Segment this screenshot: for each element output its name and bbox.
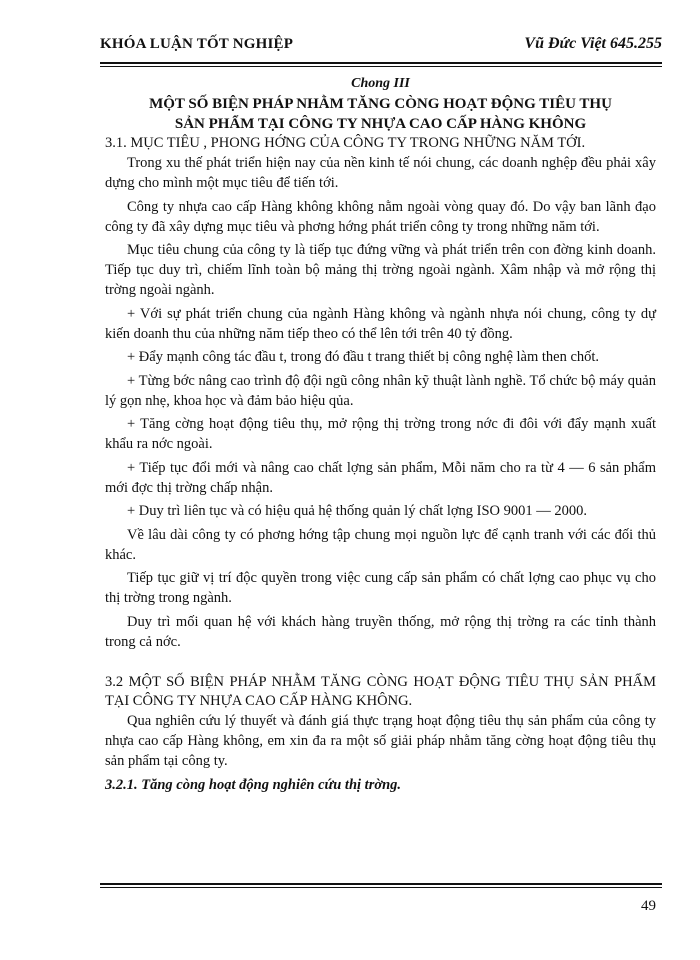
- section-heading-3-2: 3.2 MỘT SỐ BIỆN PHÁP NHẰM TĂNG CÒNG HOẠT ĐỘNG TIÊU THỤ SẢN PHẨM TẠI CÔNG TY NHỰA CAO CẤP HÀNG KHÔNG.: [105, 674, 656, 709]
- paragraph: Qua nghiên cứu lý thuyết và đánh giá thực trạng hoạt động tiêu thụ sản phẩm của công ty nhựa cao cấp Hàng không, em xin đa ra một số giải pháp nhằm tăng cờng hoạt động tiêu thụ sản phẩm tại công ty.: [105, 713, 656, 769]
- header-thesis-label: KHÓA LUẬN TỐT NGHIỆP: [100, 36, 294, 52]
- header-author: Vũ Đức Việt 645.255: [524, 35, 662, 52]
- subsection-heading-3-2-1: 3.2.1. Tăng còng hoạt động nghiên cứu thị trờng.: [105, 776, 402, 793]
- paragraph: Trong xu thế phát triển hiện nay của nền kinh tế nói chung, các doanh nghệp đều phải xây dựng cho mình một mục tiêu để tiến tới.: [105, 155, 656, 191]
- paragraph: + Đẩy mạnh công tác đầu t, trong đó đầu t trang thiết bị công nghệ làm then chốt.: [127, 349, 600, 365]
- paragraph: Mục tiêu chung của công ty là tiếp tục đứng vững và phát triển trên con đờng kinh doanh. Tiếp tục duy trì, chiếm lĩnh toàn bộ mảng thị trờng ngoài ngành. Xâm nhập và mở rộng thị trờng ngoài ngành.: [105, 242, 656, 298]
- footer-rule-thick: [100, 883, 662, 885]
- section-heading-3-1: 3.1. MỤC TIÊU , PHONG HỚNG CỦA CÔNG TY TRONG NHỮNG NĂM TỚI.: [105, 135, 586, 151]
- page-number: 49: [641, 898, 656, 914]
- chapter-title-line-2: SẢN PHẨM TẠI CÔNG TY NHỰA CAO CẤP HÀNG KHÔNG: [174, 116, 587, 132]
- header-rule-thin: [100, 66, 662, 67]
- chapter-title-line-1: MỘT SỐ BIỆN PHÁP NHẰM TĂNG CÒNG HOẠT ĐỘNG TIÊU THỤ: [149, 96, 612, 112]
- spacer: [105, 655, 656, 673]
- paragraph: Tiếp tục giữ vị trí độc quyền trong việc cung cấp sản phẩm có chất lợng cao phục vụ cho thị trờng trong ngành.: [105, 570, 656, 606]
- paragraph: + Tăng cờng hoạt động tiêu thụ, mở rộng thị trờng trong nớc đi đôi với đẩy mạnh xuất khẩu ra nớc ngoài.: [105, 416, 656, 452]
- paragraph: + Từng bớc nâng cao trình độ đội ngũ công nhân kỹ thuật lành nghề. Tổ chức bộ máy quản lý gọn nhẹ, khoa học và đảm bảo hiệu qủa.: [105, 372, 656, 409]
- paragraph: + Với sự phát triển chung của ngành Hàng không và ngành nhựa nói chung, công ty dự kiến doanh thu của những năm tiếp theo có thể lên tới trên 40 tỷ đồng.: [105, 305, 656, 342]
- paragraph: + Tiếp tục đổi mới và nâng cao chất lợng sản phẩm, Mỗi năm cho ra từ 4 — 6 sản phẩm mới đợc thị trờng chấp nhận.: [105, 459, 656, 496]
- page-header: [100, 30, 662, 60]
- header-rule-thick: [100, 62, 662, 64]
- chapter-heading: Chong III: [351, 76, 410, 91]
- paragraph: Duy trì mối quan hệ với khách hàng truyền thống, mở rộng thị trờng ra các tỉnh thành trong cả nớc.: [105, 613, 656, 650]
- paragraph: Công ty nhựa cao cấp Hàng không không nằm ngoài vòng quay đó. Do vậy ban lãnh đạo công ty đã xây dựng mục tiêu và phơng hớng phát triển công ty trong những năm tới.: [105, 198, 656, 235]
- paragraph: + Duy trì liên tục và có hiệu quả hệ thống quản lý chất lợng ISO 9001 — 2000.: [127, 503, 588, 519]
- page-body: [105, 76, 656, 795]
- paragraph: Về lâu dài công ty có phơng hớng tập chung mọi nguồn lực để cạnh tranh với các đối thủ khác.: [105, 526, 656, 563]
- footer-rule-thin: [100, 887, 662, 888]
